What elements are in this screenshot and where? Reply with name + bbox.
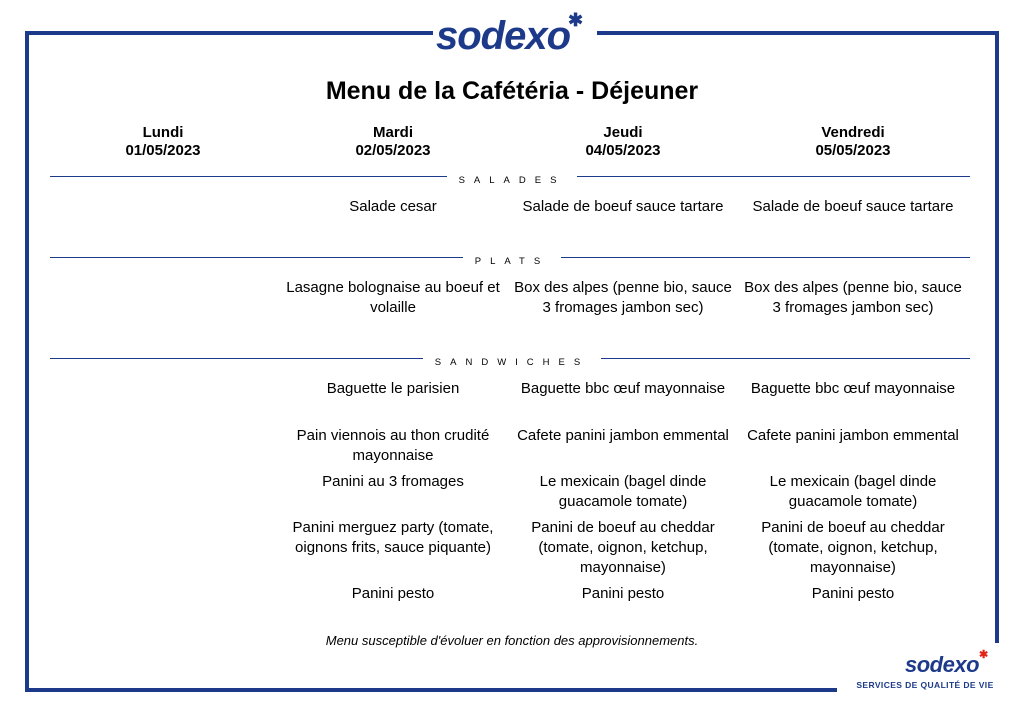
sandwich-jeudi: Baguette bbc œuf mayonnaise — [520, 380, 726, 397]
star-icon: ✱ — [979, 649, 988, 661]
day-header-lundi — [58, 124, 268, 160]
logo-text: sodexo — [436, 14, 571, 58]
logo-text: sodexo — [905, 652, 980, 677]
frame-border-top-left — [25, 31, 433, 35]
day-header-vendredi — [748, 124, 958, 160]
sandwich-mardi: Baguette le parisien — [326, 380, 460, 397]
day-date: 04/05/2023 — [585, 142, 661, 159]
plat-jeudi: Box des alpes (penne bio, sauce 3 fromages jambon sec) — [514, 279, 732, 316]
sandwich-vendredi: Panini de boeuf au cheddar (tomate, oignon, ketchup, mayonnaise) — [761, 519, 945, 576]
sandwich-vendredi: Panini pesto — [811, 585, 895, 602]
sandwich-vendredi: Baguette bbc œuf mayonnaise — [750, 380, 956, 397]
sandwich-jeudi: Panini de boeuf au cheddar (tomate, oignon, ketchup, mayonnaise) — [531, 519, 715, 576]
salade-mardi: Salade cesar — [349, 198, 437, 215]
day-name: Vendredi — [821, 124, 885, 141]
sandwich-mardi: Panini pesto — [351, 585, 435, 602]
sandwich-vendredi: Cafete panini jambon emmental — [747, 427, 959, 444]
brand-tagline: SERVICES DE QUALITÉ DE VIE — [856, 680, 994, 690]
day-name: Jeudi — [603, 124, 643, 141]
footnote: Menu susceptible d'évoluer en fonction des approvisionnements. — [325, 633, 699, 648]
day-header-jeudi — [518, 124, 728, 160]
section-label-sandwiches: SANDWICHES — [0, 352, 1024, 370]
sandwich-mardi: Panini merguez party (tomate, oignons frits, sauce piquante) — [292, 519, 494, 556]
section-label-salades: SALADES — [0, 170, 1024, 188]
sodexo-logo-top — [436, 10, 583, 59]
salade-jeudi: Salade de boeuf sauce tartare — [522, 198, 724, 215]
star-icon: ✱ — [568, 10, 583, 30]
sandwich-jeudi: Panini pesto — [581, 585, 665, 602]
frame-border-bottom — [25, 688, 837, 692]
frame-border-top-right — [597, 31, 999, 35]
sodexo-logo-bottom — [905, 649, 988, 678]
sandwich-mardi: Pain viennois au thon crudité mayonnaise — [296, 427, 490, 464]
frame-border-right — [995, 31, 999, 643]
plat-mardi: Lasagne bolognaise au boeuf et volaille — [286, 279, 500, 316]
day-date: 01/05/2023 — [125, 142, 201, 159]
page-title: Menu de la Cafétéria - Déjeuner — [325, 77, 699, 105]
day-name: Mardi — [372, 124, 413, 141]
sandwich-jeudi: Cafete panini jambon emmental — [517, 427, 729, 444]
sandwich-jeudi: Le mexicain (bagel dinde guacamole tomate) — [539, 473, 707, 510]
day-name: Lundi — [142, 124, 184, 141]
plat-vendredi: Box des alpes (penne bio, sauce 3 fromages jambon sec) — [744, 279, 962, 316]
section-label-plats: PLATS — [0, 251, 1024, 269]
sandwich-vendredi: Le mexicain (bagel dinde guacamole tomate) — [769, 473, 937, 510]
day-date: 05/05/2023 — [815, 142, 891, 159]
day-header-mardi — [288, 124, 498, 160]
salade-vendredi: Salade de boeuf sauce tartare — [752, 198, 954, 215]
day-date: 02/05/2023 — [355, 142, 431, 159]
sandwich-mardi: Panini au 3 fromages — [322, 473, 464, 490]
